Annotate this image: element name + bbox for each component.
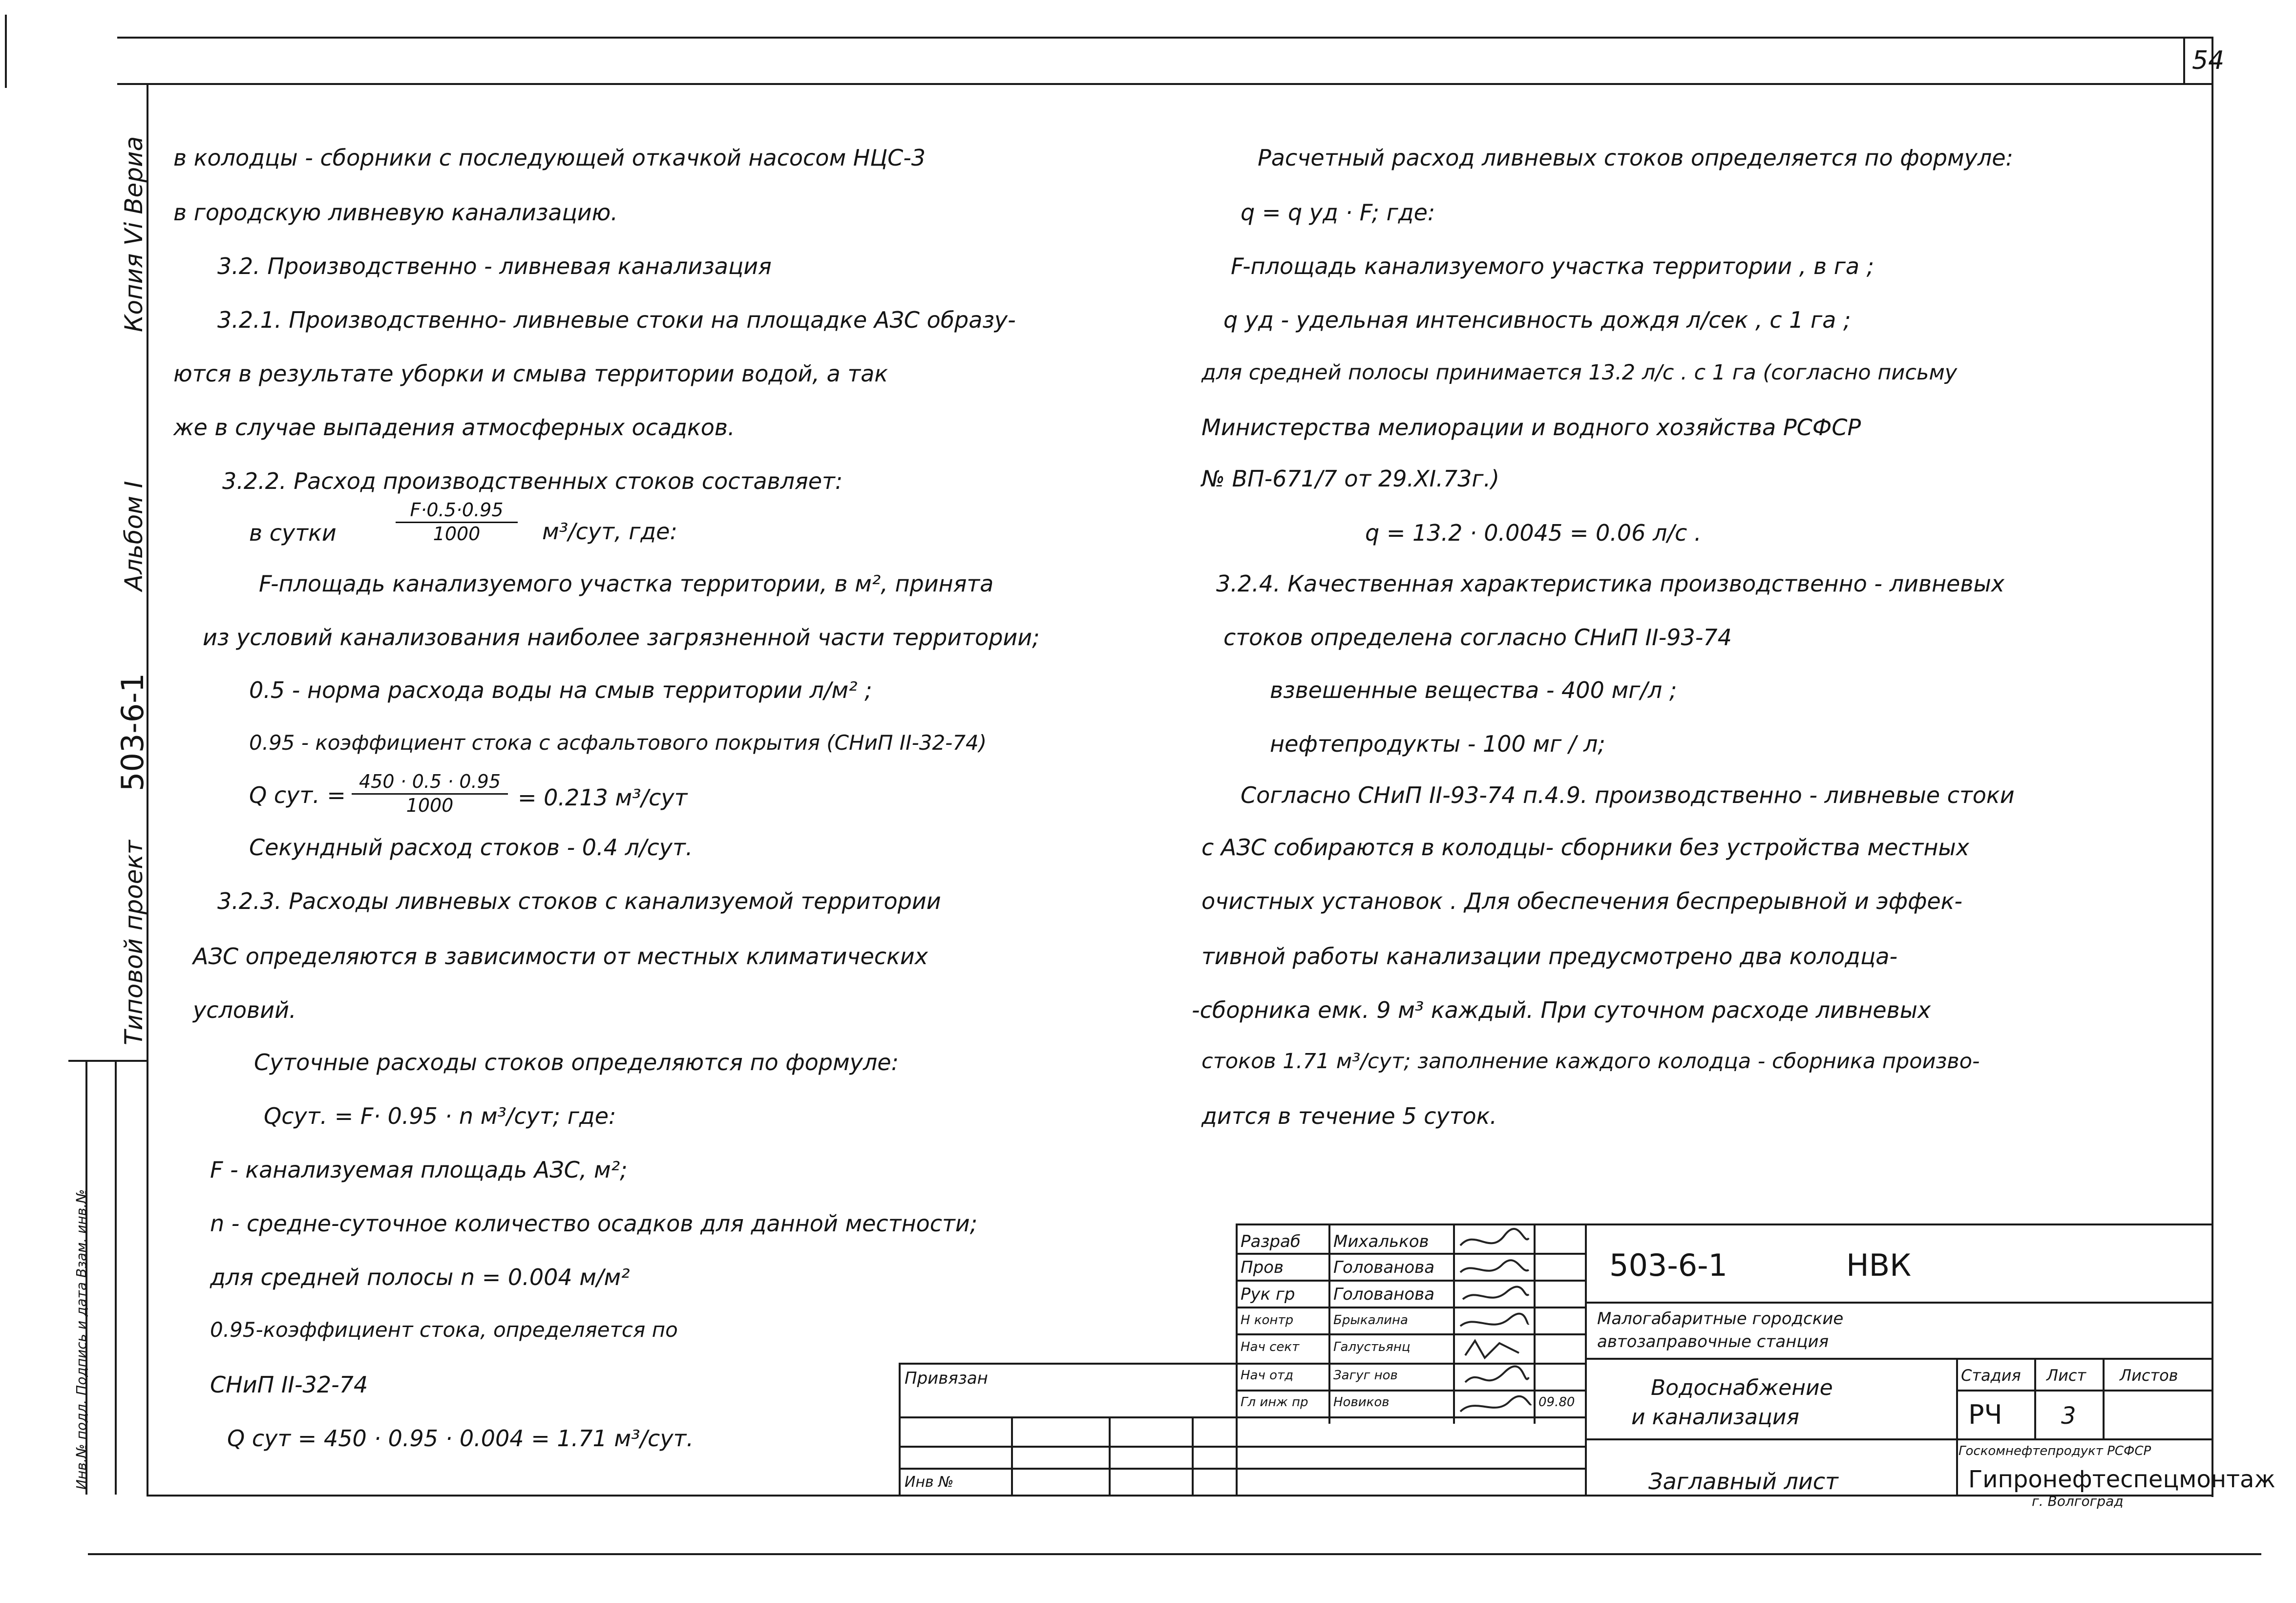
tb-role-2: Рук гр xyxy=(1241,1285,1295,1304)
tb-role-4: Нач сект xyxy=(1241,1340,1300,1354)
left-line-26: СНиП II-32-74 xyxy=(210,1371,368,1398)
left-line-20: Суточные расходы стоков определяются по формуле: xyxy=(254,1049,899,1076)
right-line-10: стоков определена согласно СНиП II-93-74 xyxy=(1223,624,1732,651)
tb-project-name-1: Малогабаритные городские xyxy=(1597,1309,1844,1329)
right-line-6: Министерства мелиорации и водного хозяйства РСФСР xyxy=(1201,414,1861,441)
left-line-8: в сутки xyxy=(249,520,337,546)
tb-name-0: Михальков xyxy=(1333,1232,1429,1251)
side-signature-labels: Инв.№ подл. Подпись и дата Взам. инв.№ xyxy=(73,1189,89,1490)
left-line-25: 0.95-коэффициент стока, определяется по xyxy=(210,1318,678,1342)
left-line-13: 0.95 - коэффициент стока с асфальтового покрытия (СНиП II-32-74) xyxy=(249,731,987,755)
tb-stadia: РЧ xyxy=(1968,1399,2002,1430)
tb-stadia-header-line xyxy=(1956,1390,2212,1392)
tb-sheet-bottom xyxy=(1585,1438,2212,1440)
left-line-9: м³/сут, где: xyxy=(542,518,677,545)
pv-col-1 xyxy=(1011,1416,1013,1495)
right-line-13: Согласно СНиП II-93-74 п.4.9. производственно - ливневые стоки xyxy=(1241,782,2015,808)
tb-name-4: Галустьянц xyxy=(1333,1340,1411,1354)
tb-name-1: Голованова xyxy=(1333,1258,1435,1277)
side-code: 503-6-1 xyxy=(115,673,150,791)
right-line-3: F-площадь канализуемого участка территории , в га ; xyxy=(1231,253,1875,279)
page-left-edge-mark xyxy=(5,15,7,88)
right-line-7: № ВП-671/7 от 29.XI.73г.) xyxy=(1201,465,1500,492)
right-line-17: -сборника емк. 9 м³ каждый. При суточном расходе ливневых xyxy=(1192,997,1931,1023)
pv-line-2 xyxy=(899,1446,1585,1448)
tb-name-5: Загуг нов xyxy=(1333,1368,1398,1383)
left-line-1: в колодцы - сборники с последующей откачкой насосом НЦС-3 xyxy=(173,145,926,171)
side-strip-top xyxy=(68,1060,147,1062)
tb-sheet-title-1: Водоснабжение xyxy=(1651,1375,1833,1400)
pv-line-3 xyxy=(899,1468,1585,1470)
left-line-14: Q сут. = xyxy=(249,782,346,808)
right-line-15: очистных установок . Для обеспечения беспрерывной и эффек- xyxy=(1201,888,1963,914)
left-line-16: Секундный расход стоков - 0.4 л/сут. xyxy=(249,834,693,861)
page-number: 54 xyxy=(2192,46,2225,75)
tb-top xyxy=(1236,1223,2212,1225)
tb-signatures xyxy=(1455,1226,1534,1421)
side-tipovoi: Типовой проект xyxy=(120,840,148,1045)
tb-org3: г. Волгоград xyxy=(2032,1493,2124,1509)
right-line-4: q уд - удельная интенсивность дождя л/сек , с 1 га ; xyxy=(1223,307,1851,333)
tb-list-label: Лист xyxy=(2046,1366,2086,1385)
right-line-12: нефтепродукты - 100 мг / л; xyxy=(1270,731,1605,757)
pv-col-3 xyxy=(1192,1416,1194,1495)
side-kopia: Копия Vi Вериа xyxy=(120,136,148,332)
right-line-5: для средней полосы принимается 13.2 л/с . с 1 га (согласно письму xyxy=(1201,360,1958,385)
right-line-1: Расчетный расход ливневых стоков определяется по формуле: xyxy=(1258,145,2014,171)
side-strip-divider xyxy=(115,1060,117,1495)
pv-col-2 xyxy=(1109,1416,1111,1495)
left-line-19: условий. xyxy=(193,997,296,1023)
tb-name-2: Голованова xyxy=(1333,1285,1435,1304)
tb-stadia-left xyxy=(1956,1358,1958,1495)
right-line-11: взвешенные вещества - 400 мг/л ; xyxy=(1270,677,1677,703)
tb-list-left xyxy=(2034,1358,2036,1438)
tb-sheet-title-2: и канализация xyxy=(1631,1405,1799,1430)
tb-name-6: Новиков xyxy=(1333,1395,1390,1410)
left-line-6: же в случае выпадения атмосферных осадков. xyxy=(173,414,735,441)
tb-project-name-2: автозаправочные станция xyxy=(1597,1332,1829,1351)
tb-project-code: 503-6-1 xyxy=(1609,1247,1727,1283)
tb-name-bottom xyxy=(1585,1358,2212,1360)
right-line-14: с АЗС собираются в колодцы- сборники без устройства местных xyxy=(1201,834,1969,861)
tb-org: Госкомнефтепродукт РСФСР xyxy=(1959,1444,2151,1458)
right-line-9: 3.2.4. Качественная характеристика производственно - ливневых xyxy=(1216,570,2004,597)
fraction-1-num: F·0.5·0.95 xyxy=(396,499,518,523)
fraction-2-num: 450 · 0.5 · 0.95 xyxy=(352,771,508,795)
left-line-15: = 0.213 м³/сут xyxy=(518,784,688,811)
fraction-1 xyxy=(396,499,518,545)
tb-role-1: Пров xyxy=(1241,1258,1284,1277)
tb-code-bottom xyxy=(1585,1302,2212,1304)
tb-list: 3 xyxy=(2061,1402,2076,1430)
tb-listov-label: Листов xyxy=(2120,1366,2178,1385)
side-album: Альбом I xyxy=(120,481,148,591)
left-line-2: в городскую ливневую канализацию. xyxy=(173,199,618,226)
left-line-27: Q сут = 450 · 0.95 · 0.004 = 1.71 м³/сут. xyxy=(227,1425,694,1452)
tb-sheet-name: Заглавный лист xyxy=(1648,1468,1838,1495)
left-line-21: Qсут. = F· 0.95 · n м³/сут; где: xyxy=(264,1103,616,1129)
left-line-10: F-площадь канализуемого участка территории, в м², принята xyxy=(259,570,994,597)
left-line-5: ются в результате уборки и смыва территории водой, а так xyxy=(173,360,888,387)
tb-stadia-label: Стадия xyxy=(1961,1366,2021,1385)
left-line-23: n - средне-суточное количество осадков для данной местности; xyxy=(210,1210,978,1237)
pv-inv-label: Инв № xyxy=(905,1474,954,1491)
fraction-1-den: 1000 xyxy=(433,523,481,545)
tb-role-0: Разраб xyxy=(1241,1232,1301,1251)
tb-role-6: Гл инж пр xyxy=(1241,1395,1308,1410)
left-line-24: для средней полосы n = 0.004 м/м² xyxy=(210,1264,630,1290)
right-line-19: дится в течение 5 суток. xyxy=(1201,1103,1497,1129)
frame-top-line-2 xyxy=(117,83,2212,85)
left-line-7: 3.2.2. Расход производственных стоков составляет: xyxy=(222,468,843,494)
tb-org2: Гипронефтеспецмонтаж xyxy=(1968,1466,2275,1493)
page-number-box-left xyxy=(2183,37,2185,83)
left-line-22: F - канализуемая площадь АЗС, м²; xyxy=(210,1157,628,1183)
left-line-3: 3.2. Производственно - ливневая канализация xyxy=(217,253,772,279)
right-line-16: тивной работы канализации предусмотрено два колодца- xyxy=(1201,943,1898,970)
fraction-2-den: 1000 xyxy=(406,795,454,816)
fraction-2 xyxy=(352,771,508,816)
frame-bottom-line xyxy=(147,1495,2212,1497)
right-line-2: q = q уд · F; где: xyxy=(1241,199,1435,226)
left-line-11: из условий канализования наиболее загрязненной части территории; xyxy=(203,624,1040,651)
left-line-18: АЗС определяются в зависимости от местных климатических xyxy=(193,943,928,970)
pv-line-1 xyxy=(899,1416,1585,1418)
tb-date: 09.80 xyxy=(1538,1395,1575,1410)
pv-label: Привязан xyxy=(905,1369,988,1388)
frame-top-line xyxy=(117,37,2212,39)
right-line-8: q = 13.2 · 0.0045 = 0.06 л/с . xyxy=(1365,520,1702,546)
pv-col-4 xyxy=(1236,1363,1238,1495)
left-line-4: 3.2.1. Производственно- ливневые стоки на площадке АЗС образу- xyxy=(217,307,1016,333)
tb-name-3: Брыкалина xyxy=(1333,1313,1408,1328)
tb-role-3: Н контр xyxy=(1241,1313,1294,1328)
pv-left xyxy=(899,1363,901,1495)
tb-section: НВК xyxy=(1846,1247,1912,1283)
frame-bottom-line-outer xyxy=(88,1553,2261,1555)
tb-left xyxy=(1236,1223,1238,1363)
frame-right-line xyxy=(2212,37,2213,1497)
right-line-18: стоков 1.71 м³/сут; заполнение каждого колодца - сборника произво- xyxy=(1201,1049,1980,1074)
left-line-12: 0.5 - норма расхода воды на смыв территории л/м² ; xyxy=(249,677,872,703)
tb-listov-left xyxy=(2103,1358,2105,1438)
left-line-17: 3.2.3. Расходы ливневых стоков с канализуемой территории xyxy=(217,888,941,914)
tb-role-5: Нач отд xyxy=(1241,1368,1294,1383)
pv-top xyxy=(899,1363,1585,1365)
